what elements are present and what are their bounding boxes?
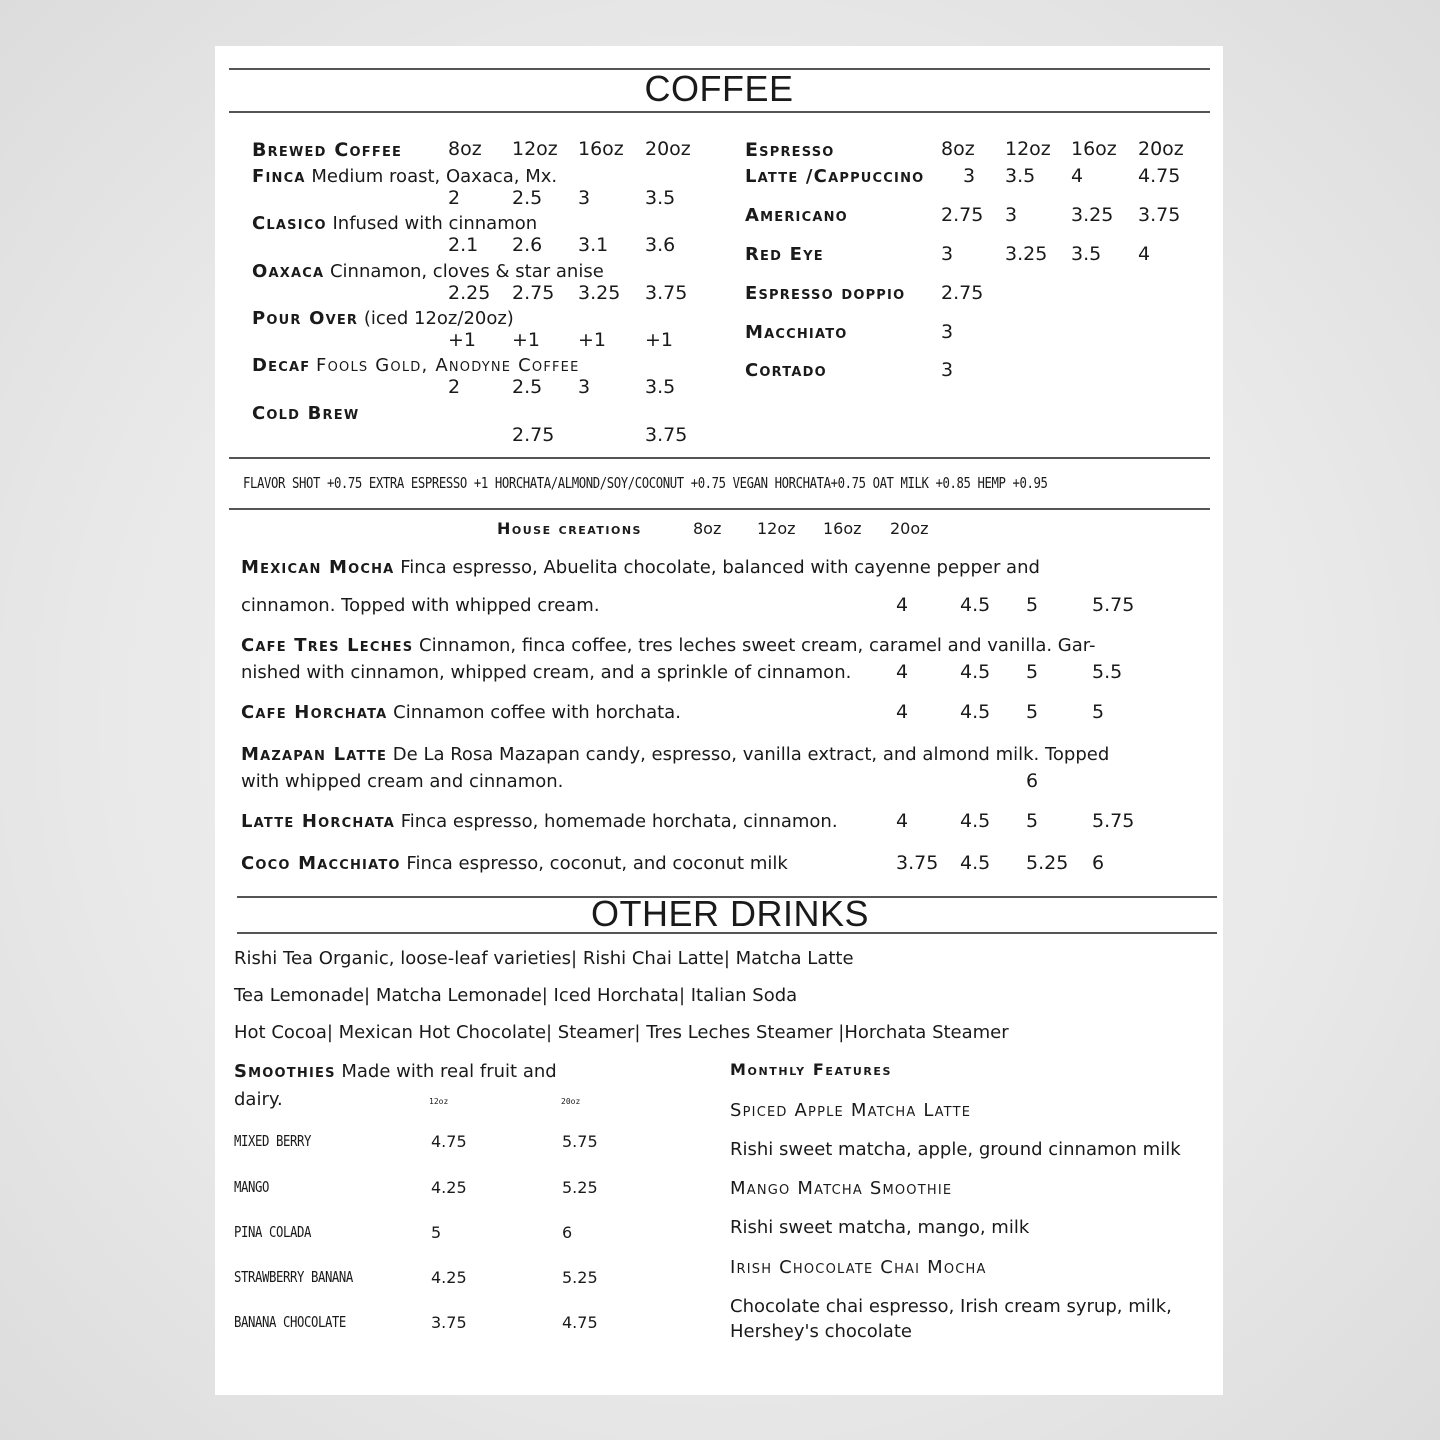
price: 5.75 [1092,594,1135,616]
house-header: House creations [497,519,642,538]
item-name: Decaf [252,355,311,376]
addons-top-rule [229,457,1210,459]
item-name: Cafe Tres Leches [241,635,414,656]
price: 2.25 [448,282,491,304]
price: 4.5 [960,810,991,832]
espresso-size-16oz: 16oz [1071,138,1117,160]
price: 3.1 [578,234,609,256]
price: 4 [896,594,909,616]
coffee-bottom-rule [229,111,1210,113]
item-desc: cinnamon. Topped with whipped cream. [241,595,600,616]
price: 6 [1092,852,1105,874]
house-item [241,634,1096,658]
smoothie-name: PINA COLADA [234,1223,311,1241]
smoothie-name: STRAWBERRY BANANA [234,1268,353,1286]
price: +1 [512,329,541,351]
price: 3.5 [645,376,676,398]
price: 4.5 [960,701,991,723]
price: 6 [562,1223,573,1242]
item-name: Mexican Mocha [241,557,395,578]
monthly-header: Monthly Features [730,1060,893,1079]
item-name: Cafe Horchata [241,702,388,723]
price: 3.6 [645,234,676,256]
price: 5.25 [1026,852,1069,874]
other-drinks-title: OTHER DRINKS [590,893,870,934]
item-desc: (iced 12oz/20oz) [363,308,514,329]
item-name: Espresso doppio [745,283,906,304]
other-bottom-rule [237,932,1217,934]
item-name: Oaxaca [252,261,325,282]
price: 3.25 [1005,243,1048,265]
price: 2.75 [512,282,555,304]
item-desc: Cinnamon, finca coffee, tres leches sweet cream, caramel and vanilla. Gar- [419,635,1096,656]
brewed-item [252,260,604,284]
item-desc: Finca espresso, homemade horchata, cinnamon. [400,811,838,832]
price: 4 [896,810,909,832]
item-name: Finca [252,166,306,187]
price: 5.75 [1092,810,1135,832]
price: 2.75 [512,424,555,446]
item-name: Macchiato [745,322,848,343]
brewed-size-20oz: 20oz [645,138,691,160]
price: 3.5 [645,187,676,209]
price: 3 [941,359,954,381]
price: 3.5 [1071,243,1102,265]
price: 2.75 [941,282,984,304]
smoothies-header: Smoothies [234,1061,336,1082]
house-size-16oz: 16oz [823,519,862,538]
price: 2 [448,376,461,398]
brewed-size-8oz: 8oz [448,138,482,160]
item-desc: Medium roast, Oaxaca, Mx. [311,166,558,187]
price: 3.25 [1071,204,1114,226]
brewed-item [252,354,580,378]
feature-name: Spiced Apple Matcha Latte [730,1100,972,1121]
price: 3 [941,321,954,343]
other-drinks-line: Hot Cocoa| Mexican Hot Chocolate| Steamer| Tres Leches Steamer |Horchata Steamer [234,1022,1009,1043]
price: 4.25 [431,1268,467,1287]
menu-sheet [215,46,1223,1395]
addons-line: FLAVOR SHOT +0.75 EXTRA ESPRESSO +1 HORCHATA/ALMOND/SOY/COCONUT +0.75 VEGAN HORCHATA+0.75 OAT MILK +0.85 HEMP +0.95 [243,474,1048,492]
house-item [241,852,788,876]
item-desc: Finca espresso, coconut, and coconut milk [406,853,788,874]
price: 4 [1071,165,1084,187]
price: 4.75 [562,1313,598,1332]
price: 3.75 [896,852,939,874]
item-name: Clasico [252,213,327,234]
price: 3 [578,187,591,209]
price: 5 [1026,661,1039,683]
house-size-12oz: 12oz [757,519,796,538]
price: 2.1 [448,234,479,256]
price: 3 [1005,204,1018,226]
price: 3.25 [578,282,621,304]
price: 2.5 [512,376,543,398]
item-desc: Cinnamon, cloves & star anise [329,261,604,282]
price: 3.75 [645,424,688,446]
brewed-size-16oz: 16oz [578,138,624,160]
price: 3.75 [431,1313,467,1332]
other-drinks-line: Rishi Tea Organic, loose-leaf varieties| Rishi Chai Latte| Matcha Latte [234,948,854,969]
espresso-size-20oz: 20oz [1138,138,1184,160]
item-name: Americano [745,205,848,226]
feature-desc-2: Hershey's chocolate [730,1321,912,1342]
house-item [241,701,681,725]
item-name: Cold Brew [252,403,360,424]
addons-bottom-rule [229,508,1210,510]
price: 6 [1026,770,1039,792]
brewed-item [252,307,514,331]
brewed-item [252,212,537,236]
price: 5 [1092,701,1105,723]
smoothie-size-20oz: 20oz [561,1097,581,1106]
price: 4.25 [431,1178,467,1197]
price: 3 [963,165,976,187]
price: +1 [645,329,674,351]
brewed-coffee-header: Brewed Coffee [252,139,403,161]
price: 3.5 [1005,165,1036,187]
price: 4.75 [1138,165,1181,187]
price: 2 [448,187,461,209]
price: 5 [431,1223,442,1242]
price: 5.25 [562,1268,598,1287]
price: 2.75 [941,204,984,226]
price: 5 [1026,810,1039,832]
price: 4.5 [960,594,991,616]
smoothie-size-12oz: 12oz [429,1097,449,1106]
item-name: Coco Macchiato [241,853,401,874]
item-desc: De La Rosa Mazapan candy, espresso, vanilla extract, and almond milk. Topped [392,744,1110,765]
feature-name: Irish Chocolate Chai Mocha [730,1257,987,1278]
price: +1 [448,329,477,351]
espresso-size-8oz: 8oz [941,138,975,160]
coffee-title: COFFEE [644,68,794,109]
smoothies-desc-2: dairy. [234,1089,283,1110]
price: 4 [896,701,909,723]
price: 3 [578,376,591,398]
price: 4.5 [960,661,991,683]
price: 3.75 [645,282,688,304]
item-desc: nished with cinnamon, whipped cream, and a sprinkle of cinnamon. [241,662,852,683]
house-size-8oz: 8oz [693,519,722,538]
price: 3.75 [1138,204,1181,226]
item-desc: Finca espresso, Abuelita chocolate, balanced with cayenne pepper and [400,557,1040,578]
brewed-size-12oz: 12oz [512,138,558,160]
item-desc: Fools Gold, Anodyne Coffee [316,355,580,376]
item-name: Latte /Cappuccino [745,166,925,187]
item-name: Mazapan Latte [241,744,388,765]
price: 2.6 [512,234,543,256]
item-name: Cortado [745,360,827,381]
price: 4.75 [431,1132,467,1151]
item-desc: Cinnamon coffee with horchata. [393,702,681,723]
smoothie-name: MANGO [234,1178,269,1196]
other-drinks-line: Tea Lemonade| Matcha Lemonade| Iced Horchata| Italian Soda [234,985,798,1006]
price: 5 [1026,594,1039,616]
feature-desc: Rishi sweet matcha, apple, ground cinnamon milk [730,1139,1181,1160]
house-size-20oz: 20oz [890,519,929,538]
price: 4 [1138,243,1151,265]
espresso-size-12oz: 12oz [1005,138,1051,160]
espresso-header: Espresso [745,139,835,161]
smoothies-desc: Made with real fruit and [335,1061,557,1082]
house-item [241,810,838,834]
smoothie-name: MIXED BERRY [234,1132,311,1150]
brewed-item [252,165,557,189]
price: 2.5 [512,187,543,209]
price: 5.25 [562,1178,598,1197]
price: 4 [896,661,909,683]
price: 3 [941,243,954,265]
item-desc: Infused with cinnamon [332,213,538,234]
price: 5 [1026,701,1039,723]
item-name: Red Eye [745,244,824,265]
item-desc: with whipped cream and cinnamon. [241,771,564,792]
price: 5.5 [1092,661,1123,683]
smoothies-heading [234,1060,557,1084]
house-item [241,743,1109,767]
item-name: Pour Over [252,308,359,329]
feature-desc: Rishi sweet matcha, mango, milk [730,1217,1030,1238]
house-item [241,556,1040,580]
price: 4.5 [960,852,991,874]
feature-name: Mango Matcha Smoothie [730,1178,953,1199]
price: +1 [578,329,607,351]
smoothie-name: BANANA CHOCOLATE [234,1313,346,1331]
item-name: Latte Horchata [241,811,396,832]
price: 5.75 [562,1132,598,1151]
feature-desc: Chocolate chai espresso, Irish cream syrup, milk, [730,1296,1172,1317]
